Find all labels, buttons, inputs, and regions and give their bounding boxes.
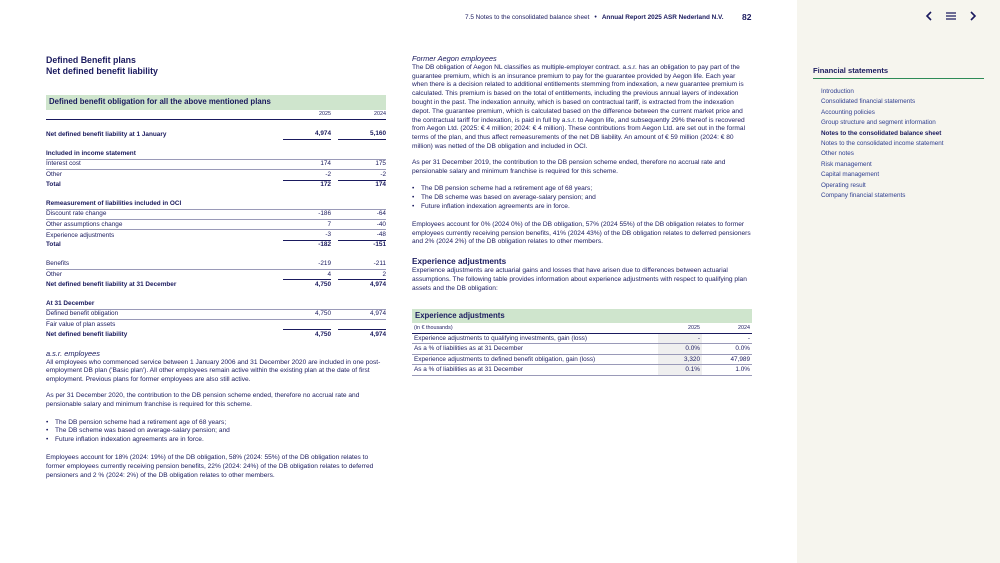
sidebar-nav <box>821 87 991 201</box>
experience-paragraph: Experience adjustments are actuarial gains and losses that have arisen due to differences between actuarial assumptions. The following table provides information about experience adjustments with respect to qualifying plan assets and the DB obligation: <box>412 267 747 292</box>
header-section: 7.5 Notes to the consolidated balance sheet <box>465 14 590 21</box>
table-row <box>46 220 386 230</box>
experience-band-title: Experience adjustments <box>412 309 752 324</box>
header-report-title: Annual Report 2025 ASR Nederland N.V. <box>601 14 724 21</box>
row-label: Discount rate change <box>46 209 283 219</box>
row-value: 174 <box>283 159 331 169</box>
table-row <box>412 354 752 365</box>
row-label: Interest cost <box>46 159 283 169</box>
row-value: 4,974 <box>370 281 386 289</box>
next-page-button[interactable] <box>966 9 980 23</box>
row-label: Defined benefit obligation <box>46 309 283 319</box>
table-row <box>46 159 386 169</box>
row-value: 4,750 <box>315 281 331 289</box>
row-label: Benefits <box>46 260 283 270</box>
sidebar-item-consolidated-financial-statements[interactable]: Consolidated financial statements <box>821 98 916 106</box>
row-label: Other assumptions change <box>46 220 283 230</box>
list-item: • The DB pension scheme had a retirement age of 68 years; <box>55 419 386 428</box>
row-value: - <box>708 333 752 344</box>
row-value: 4 <box>283 270 331 280</box>
menu-button[interactable] <box>944 9 958 23</box>
row-value: 2 <box>338 270 386 280</box>
list-item: • Future inflation indexation agreements are in force. <box>421 203 752 212</box>
row-label: Other <box>46 171 62 179</box>
row-value: -3 <box>283 230 331 240</box>
asr-paragraph: As per 31 December 2020, the contribution to the DB pension scheme ended, therefore no accrual rate and pensionable salary and minimum franchise is required for this scheme. <box>46 391 360 408</box>
row-value: 4,750 <box>315 330 331 338</box>
row-value: -219 <box>283 260 331 270</box>
row-value: -40 <box>338 220 386 230</box>
row-value: -2 <box>283 170 331 180</box>
table-row <box>46 320 386 330</box>
row-label: Experience adjustments to qualifying investments, gain (loss) <box>412 333 658 344</box>
page-navigation <box>922 9 980 23</box>
row-value: 174 <box>375 181 386 189</box>
dbo-table <box>46 110 386 340</box>
sidebar-item-notes-income-statement[interactable]: Notes to the consolidated income statement <box>821 140 944 148</box>
row-value: 4,974 <box>283 130 331 140</box>
left-column <box>46 55 386 480</box>
row-value: -48 <box>338 230 386 240</box>
row-value: 5,160 <box>338 130 386 140</box>
sidebar-title: Financial statements <box>813 66 984 79</box>
menu-icon <box>946 12 956 20</box>
asr-employees-heading: a.s.r. employees <box>46 348 100 358</box>
row-value: -186 <box>283 209 331 219</box>
header-separator: • <box>594 14 597 21</box>
list-item: • The DB pension scheme had a retirement age of 68 years; <box>421 185 752 194</box>
row-group-heading: Included in income statement <box>46 149 386 159</box>
list-item: • The DB scheme was based on average-salary pension; and <box>55 427 386 436</box>
asr-bullet-list <box>46 419 386 445</box>
row-value: 4,974 <box>338 309 386 319</box>
row-group-heading: At 31 December <box>46 299 386 309</box>
year-2024: 2024 <box>338 110 386 120</box>
aegon-bullet-list <box>412 185 752 211</box>
experience-table <box>412 323 752 376</box>
row-value: 0.1% <box>658 365 702 376</box>
sidebar-item-operating-result[interactable]: Operating result <box>821 181 866 189</box>
sidebar-item-company-financial-statements[interactable]: Company financial statements <box>821 192 906 200</box>
sidebar-item-accounting-policies[interactable]: Accounting policies <box>821 108 875 116</box>
row-label: As a % of liabilities as at 31 December <box>412 344 658 355</box>
page-header <box>465 14 724 21</box>
table-row <box>46 170 386 180</box>
row-label: Total <box>46 241 61 249</box>
row-value: 0.0% <box>658 344 702 355</box>
sidebar-item-notes-balance-sheet[interactable]: Notes to the consolidated balance sheet <box>821 129 942 137</box>
row-label: Experience adjustments to defined benefit obligation, gain (loss) <box>412 354 658 365</box>
row-value: -151 <box>373 241 386 249</box>
row-value: -211 <box>338 260 386 270</box>
table-header-row <box>412 323 752 333</box>
row-value: 175 <box>338 159 386 169</box>
row-value: - <box>658 333 702 344</box>
sidebar-panel <box>797 0 1000 563</box>
table-row <box>46 270 386 280</box>
asr-paragraph: Employees account for 18% (2024: 19%) of the DB obligation, 58% (2024: 55%) of the DB obligation relates to former employees currently receiving pension benefits, 22% (2024: 24%) of the DB obligation relates to deferred pensioners and 2 % (2024: 2%) of the DB obligation relates to other members. <box>46 453 374 479</box>
row-label: Experience adjustments <box>46 231 115 239</box>
aegon-paragraph: The DB obligation of Aegon NL classifies as multiple-employer contract. a.s.r. has an obligation to pay part of the guarantee premium, which is an insurance premium to pay for the guarantee provided by Aegon life. Each year when there is a decision related to additional entitlements stemming from indexation, a new guarantee premium is calculated. This premium is based on the total of entitlements, including the previous annual layers of indexation bought in the past. The indexation annuity, which is based on contractual tariff, is extracted from the indexation depot. The guarantee premium, which is calculated based on the difference between the current market price and the contractual tariff for indexation, is paid in full by a.s.r. to Aegon life, and subsequently 29% thereof is recovered from Aegon Ltd. (2025: € 4 million; 2024: € 4 million). These contributions from Aegon Ltd. are set out in the formal terms of the plan, and thus affect remeasurements of the net DB liability. An amount of € 59 million (2024: € 80 million) was netted of the DB obligation and included in OCI. <box>412 63 746 150</box>
row-value: -182 <box>318 241 331 249</box>
page-number: 82 <box>742 12 752 22</box>
table-band-title: Defined benefit obligation for all the above mentioned plans <box>46 95 386 110</box>
row-label: Net defined benefit liability at 1 January <box>46 130 167 138</box>
row-group-heading: Remeasurement of liabilities included in OCI <box>46 199 386 209</box>
year-2024: 2024 <box>708 323 752 333</box>
aegon-paragraph: Employees account for 0% (2024 0%) of the DB obligation, 57% (2024 55%) of the DB obligation relates to former employees currently receiving pension benefits, 41% (2024 43%) of the DB obligation relates to deferred pensioners and 2% (2024 2%) of the DB obligation relates to other members. <box>412 220 751 246</box>
table-row <box>46 130 386 140</box>
year-2025: 2025 <box>283 110 331 120</box>
table-row <box>412 344 752 355</box>
row-value <box>283 320 331 330</box>
row-value: 172 <box>320 181 331 189</box>
sidebar-item-other-notes[interactable]: Other notes <box>821 150 854 158</box>
row-label: Fair value of plan assets <box>46 321 116 329</box>
aegon-heading: Former Aegon employees <box>412 54 497 63</box>
row-value: 0.0% <box>708 344 752 355</box>
table-row <box>46 240 386 250</box>
table-row <box>46 280 386 290</box>
row-value: 47,989 <box>708 354 752 365</box>
row-label: As a % of liabilities as at 31 December <box>412 365 658 376</box>
sidebar-item-capital-management[interactable]: Capital management <box>821 171 880 179</box>
table-row <box>46 209 386 219</box>
table-row <box>46 309 386 319</box>
table-row <box>46 330 386 340</box>
table-row <box>412 333 752 344</box>
row-label: Net defined benefit liability <box>46 330 128 338</box>
row-label: Total <box>46 181 61 189</box>
list-item: • Future inflation indexation agreements are in force. <box>55 436 386 445</box>
previous-page-button[interactable] <box>922 9 936 23</box>
row-value: 3,320 <box>658 354 702 365</box>
experience-heading: Experience adjustments <box>412 257 507 267</box>
row-value: 4,750 <box>283 309 331 319</box>
table-row <box>46 260 386 270</box>
table-row <box>46 199 386 209</box>
year-2025: 2025 <box>658 323 702 333</box>
table-row <box>46 230 386 240</box>
sidebar-item-group-structure[interactable]: Group structure and segment information <box>821 119 936 127</box>
sidebar-item-risk-management[interactable]: Risk management <box>821 160 872 168</box>
row-value: 4,974 <box>370 330 386 338</box>
table-row <box>46 149 386 159</box>
row-value: -2 <box>338 170 386 180</box>
section-subtitle: Net defined benefit liability <box>46 65 158 76</box>
chevron-left-icon <box>925 11 933 21</box>
table-row <box>46 299 386 309</box>
unit-label: (in € thousands) <box>412 323 658 333</box>
right-column <box>412 55 752 376</box>
row-value <box>338 320 386 330</box>
row-value: 7 <box>283 220 331 230</box>
table-header-row <box>46 110 386 120</box>
aegon-paragraph: As per 31 December 2019, the contribution to the DB pension scheme ended, therefore no accrual rate and pensionable salary and minimum franchise is required for this scheme. <box>412 158 726 175</box>
chevron-right-icon <box>969 11 977 21</box>
row-label: Net defined benefit liability at 31 December <box>46 281 177 289</box>
asr-paragraph: All employees who commenced service between 1 January 2006 and 31 December 2020 are included in one post-employment DB plan ('Basic plan'). All other employees remain active within the existing plan at the date of first employment. Previous plans for former employees are also still active. <box>46 358 381 384</box>
row-value: -64 <box>338 209 386 219</box>
row-label: Other <box>46 271 62 279</box>
table-row <box>46 180 386 190</box>
table-row <box>412 365 752 376</box>
list-item: • The DB scheme was based on average-salary pension; and <box>421 194 752 203</box>
section-title: Defined Benefit plans <box>46 55 136 65</box>
row-value: 1.0% <box>708 365 752 376</box>
sidebar-item-introduction[interactable]: Introduction <box>821 88 854 95</box>
